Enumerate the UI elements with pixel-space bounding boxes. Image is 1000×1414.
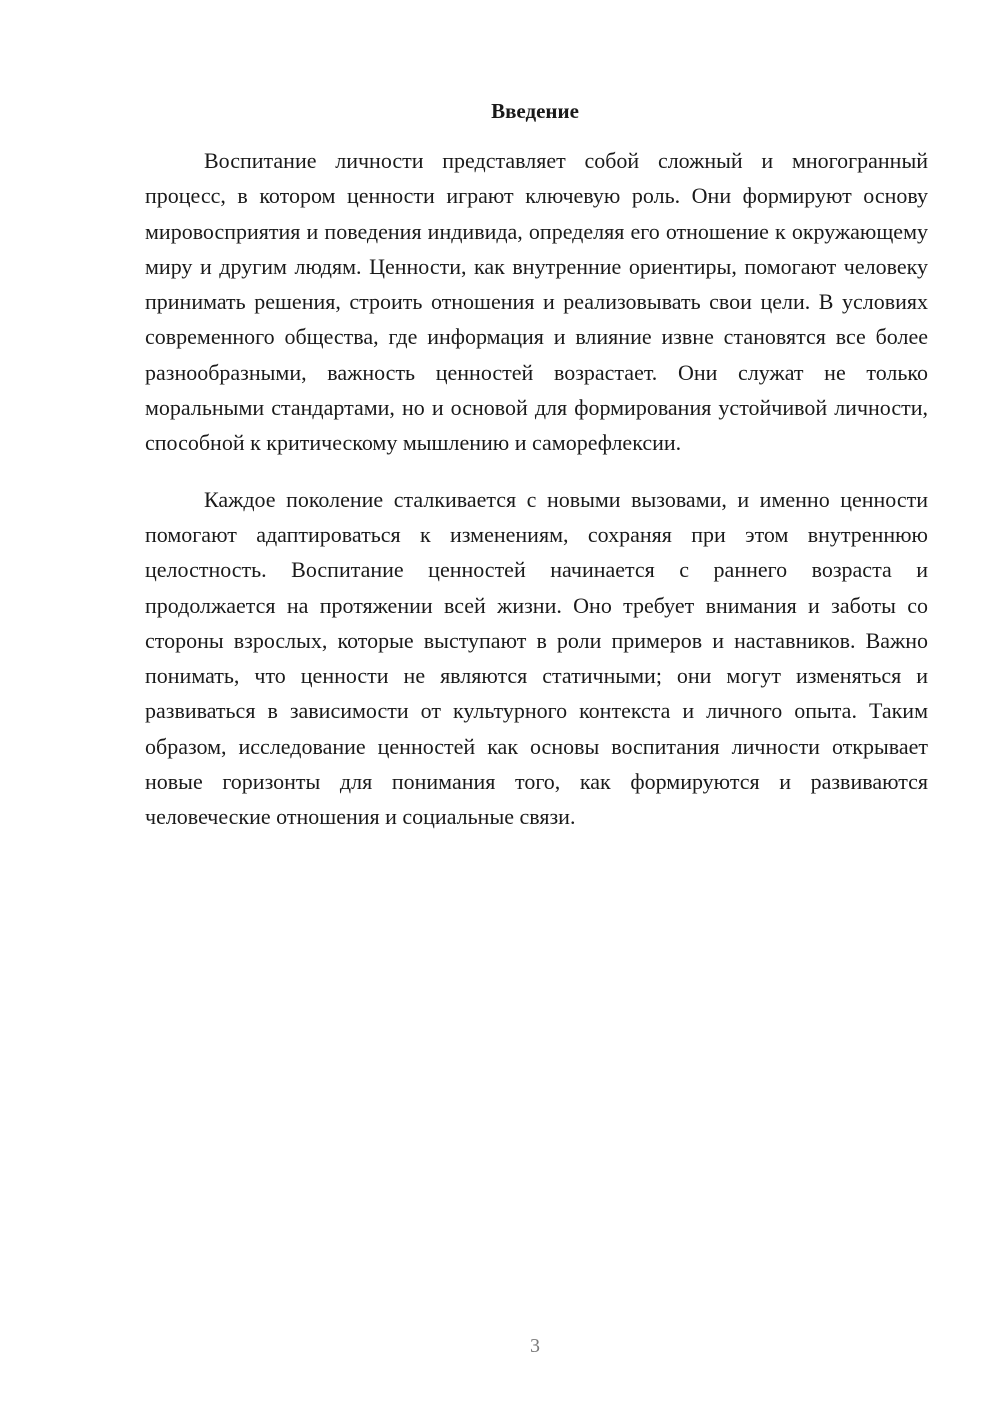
paragraph-2: Каждое поколение сталкивается с новыми вызовами, и именно ценности помогают адаптироваться к изменениям, сохраняя при этом внутреннюю целостность. Воспитание ценностей начинается с раннего возраста и продолжается на протяжении всей жизни. Оно требует внимания и заботы со стороны взрослых, которые выступают в роли примеров и наставников. Важно понимать, что ценности не являются статичными; они могут изменяться и развиваться в зависимости от культурного контекста и личного опыта. Таким образом, исследование ценностей как основы воспитания личности открывает новые горизонты для понимания того, как формируются и развиваются человеческие отношения и социальные связи. [145, 486, 928, 830]
page-number: 3 [530, 1335, 540, 1357]
paragraph-1: Воспитание личности представляет собой сложный и многогранный процесс, в котором ценности играют ключевую роль. Они формируют основу мировосприятия и поведения индивида, определяя его отношение к окружающему миру и другим людям. Ценности, как внутренние ориентиры, помогают человеку принимать решения, строить отношения и реализовывать свои цели. В условиях современного общества, где информация и влияние извне становятся все более разнообразными, важность ценностей возрастает. Они служат не только моральными стандартами, но и основой для формирования устойчивой личности, способной к критическому мышлению и саморефлексии. [145, 148, 928, 456]
document-body [145, 143, 928, 835]
page-title: Введение [491, 99, 579, 123]
